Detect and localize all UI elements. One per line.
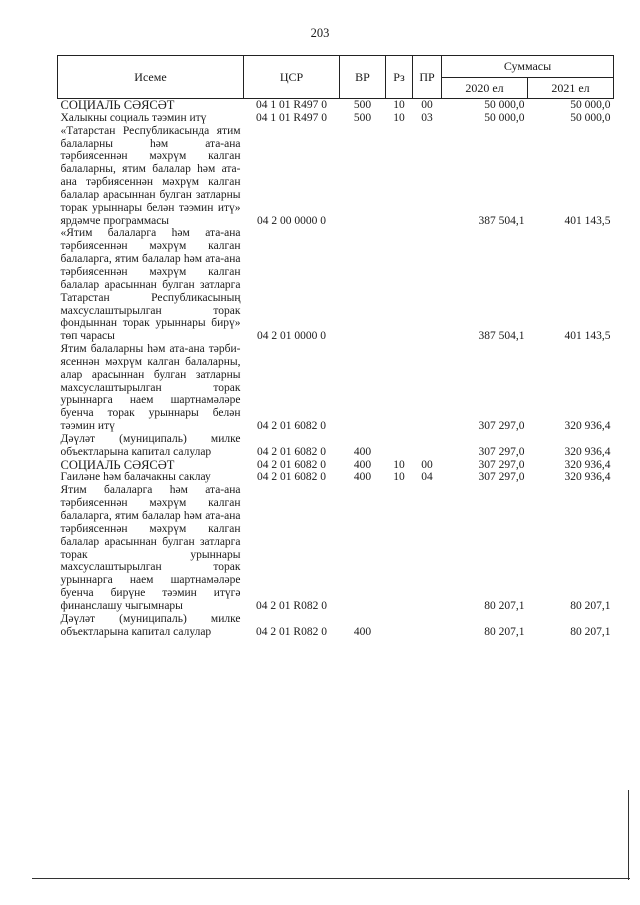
header-name: Исеме xyxy=(58,56,244,99)
row-sum-2021: 401 143,5 xyxy=(564,214,611,227)
table-row xyxy=(58,99,614,112)
header-csr: ЦСР xyxy=(244,56,340,99)
row-name: Ятим балаларны һәм ата-ана тәрби-ясеннән мәхрүм калган балаларны, алар арасыннан булган затларны махсуслаштырылган торак урыннарга наем шартнамәләре буенча торак урыннары белән тәэмин итү xyxy=(60,343,241,433)
header-vr: ВР xyxy=(340,56,386,99)
row-sum-2021: 50 000,0 xyxy=(528,99,614,112)
table-row xyxy=(58,459,614,472)
row-vr: 400 xyxy=(353,458,372,471)
row-rz xyxy=(386,613,413,639)
row-rz xyxy=(386,343,413,433)
row-vr xyxy=(340,125,386,228)
row-csr: 04 2 01 R082 0 xyxy=(256,625,327,638)
table-row xyxy=(58,112,614,125)
row-pr xyxy=(413,125,442,228)
row-name: Дәүләт (муниципаль) милке объектларына капитал салулар xyxy=(60,612,241,638)
row-vr: 400 xyxy=(353,625,372,638)
row-rz: 10 xyxy=(393,458,405,471)
row-sum-2021: 50 000,0 xyxy=(570,111,611,124)
row-vr: 400 xyxy=(353,471,372,484)
row-sum-2021: 80 207,1 xyxy=(570,625,611,638)
row-sum-2020: 307 297,0 xyxy=(478,471,525,484)
header-sums: Суммасы xyxy=(442,56,614,78)
row-sum-2020: 80 207,1 xyxy=(484,625,525,638)
budget-table xyxy=(57,55,614,638)
row-pr: 04 xyxy=(421,471,433,484)
row-sum-2020: 307 297,0 xyxy=(478,445,525,458)
row-csr: 04 2 01 R082 0 xyxy=(256,599,327,612)
table-row xyxy=(58,227,614,343)
row-sum-2021: 320 936,4 xyxy=(564,458,611,471)
row-name: Гаиләне һәм балачакны саклау xyxy=(60,471,211,484)
row-pr: 00 xyxy=(421,458,433,471)
row-pr xyxy=(413,613,442,639)
row-csr: 04 2 00 0000 0 xyxy=(257,214,326,227)
row-sum-2020: 307 297,0 xyxy=(478,458,525,471)
table-row xyxy=(58,433,614,459)
row-sum-2020: 387 504,1 xyxy=(478,214,525,227)
row-sum-2021: 320 936,4 xyxy=(564,420,611,433)
row-pr xyxy=(413,433,442,459)
row-sum-2020: 50 000,0 xyxy=(484,111,525,124)
row-rz xyxy=(386,433,413,459)
row-rz: 10 xyxy=(393,471,405,484)
row-rz: 10 xyxy=(393,111,405,124)
row-csr: 04 2 01 6082 0 xyxy=(257,445,326,458)
row-vr: 500 xyxy=(340,99,386,112)
row-vr: 400 xyxy=(353,445,372,458)
row-csr: 04 2 01 6082 0 xyxy=(257,458,326,471)
header-year-2020: 2020 ел xyxy=(442,78,528,99)
row-name: «Татарстан Республикасында ятим балаларны һәм ата-ана тәрбиясеннән мәхрүм калган балаларны, ятим балалар һәм ата-ана тәрбиясеннән мәхрүм калган балалар арасыннан булган затларны торак урыннары белән тәэмин итү» ярдәмче программасы xyxy=(60,124,241,227)
row-pr xyxy=(413,484,442,612)
table-row xyxy=(58,613,614,639)
row-pr: 00 xyxy=(413,99,442,112)
row-pr: 03 xyxy=(421,111,433,124)
row-sum-2021: 401 143,5 xyxy=(564,330,611,343)
row-pr xyxy=(413,343,442,433)
table-row xyxy=(58,343,614,433)
row-name: Ятим балаларга һәм ата-ана тәрбиясеннән мәхрүм калган балаларга, ятим балалар һәм ата-ана тәрбиясеннән мәхрүм калган балалар арасыннан булган затларга торак урыннары махсуслаштырылган торак урыннарга наем шартнамәләре буенча бирүне тәэмин итүгә финанслашу чыгымнары xyxy=(60,484,241,612)
row-sum-2021: 320 936,4 xyxy=(564,445,611,458)
row-name: «Ятим балаларга һәм ата-ана тәрбиясеннән мәхрүм калган балаларга, ятим балалар һәм ата-ана тәрбиясеннән мәхрүм калган балалар арасыннан булган затларга Татарстан Республикасының махсуслаштырылган торак фондыннан торак урыннары бирү» төп чарасы xyxy=(60,227,241,343)
row-csr: 04 1 01 R497 0 xyxy=(256,111,327,124)
row-sum-2020: 387 504,1 xyxy=(478,330,525,343)
header-rz: Рз xyxy=(386,56,413,99)
page-edge-line-right xyxy=(628,790,629,880)
row-name: СОЦИАЛЬ СӘЯСӘТ xyxy=(60,457,175,472)
row-csr: 04 2 01 0000 0 xyxy=(257,330,326,343)
row-rz xyxy=(386,227,413,343)
row-vr xyxy=(340,343,386,433)
row-rz xyxy=(386,125,413,228)
row-vr: 500 xyxy=(353,111,372,124)
page-edge-line-bottom xyxy=(32,878,630,879)
header-year-2021: 2021 ел xyxy=(528,78,614,99)
row-csr: 04 2 01 6082 0 xyxy=(257,420,326,433)
row-vr xyxy=(340,227,386,343)
row-rz: 10 xyxy=(386,99,413,112)
row-vr xyxy=(340,484,386,612)
row-sum-2020: 307 297,0 xyxy=(478,420,525,433)
row-sum-2021: 320 936,4 xyxy=(564,471,611,484)
header-pr: ПР xyxy=(413,56,442,99)
row-name: Халыкны социаль тәэмин итү xyxy=(60,111,207,124)
row-csr: 04 1 01 R497 0 xyxy=(244,99,340,112)
row-csr: 04 2 01 6082 0 xyxy=(257,471,326,484)
row-name: СОЦИАЛЬ СӘЯСӘТ xyxy=(58,99,244,112)
table-row xyxy=(58,471,614,484)
table-row xyxy=(58,125,614,228)
row-sum-2020: 50 000,0 xyxy=(442,99,528,112)
row-pr xyxy=(413,227,442,343)
page-number: 203 xyxy=(310,26,330,40)
row-rz xyxy=(386,484,413,612)
row-sum-2020: 80 207,1 xyxy=(484,599,525,612)
row-sum-2021: 80 207,1 xyxy=(570,599,611,612)
table-row xyxy=(58,484,614,612)
row-name: Дәүләт (муниципаль) милке объектларына капитал салулар xyxy=(60,432,241,458)
